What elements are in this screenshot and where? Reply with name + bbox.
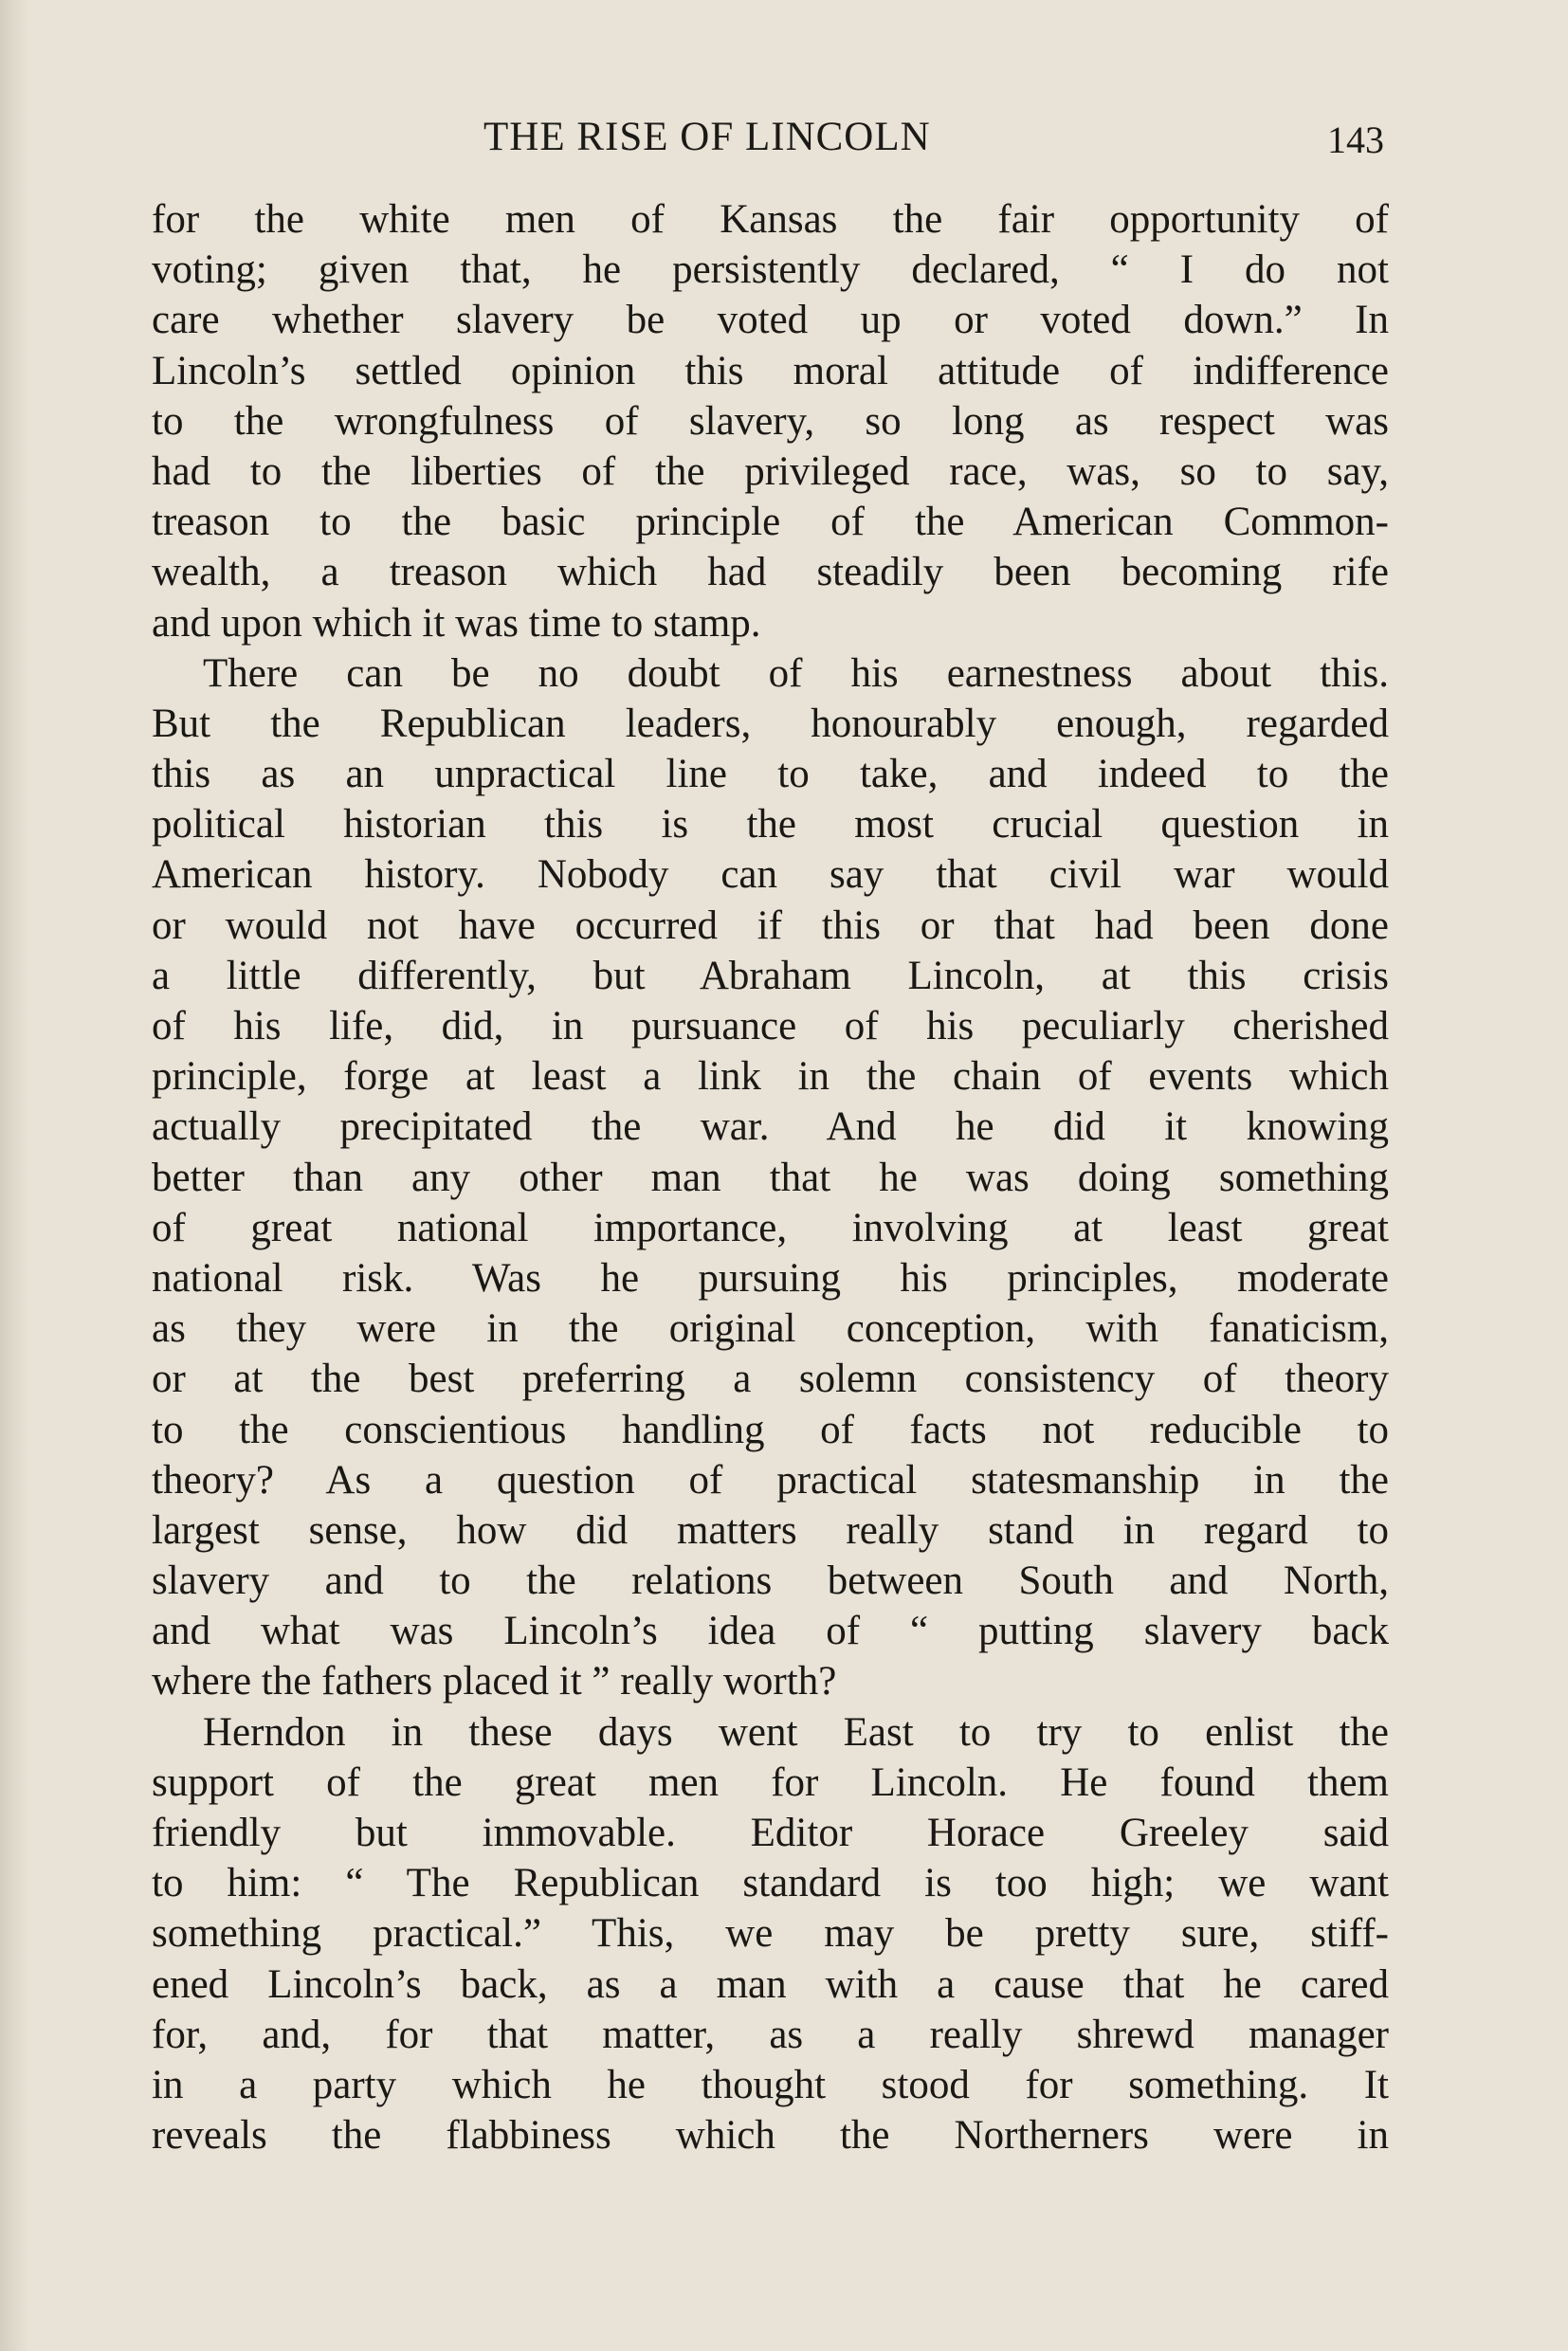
text-line: political historian this is the most crucial question in	[152, 802, 1389, 847]
page-gutter-shadow	[0, 0, 28, 2351]
text-line: national risk. Was he pursuing his principles, moderate	[152, 1255, 1389, 1301]
text-line: actually precipitated the war. And he did it knowing	[152, 1104, 1389, 1150]
text-line: But the Republican leaders, honourably enough, regarded	[152, 701, 1389, 746]
text-line: slavery and to the relations between South and North,	[152, 1558, 1389, 1604]
text-line: for, and, for that matter, as a really shrewd manager	[152, 2012, 1389, 2057]
text-line: friendly but immovable. Editor Horace Greeley said	[152, 1811, 1389, 1855]
text-line: American history. Nobody can say that civil war would	[152, 852, 1389, 898]
text-line: reveals the flabbiness which the Northerners were in	[152, 2113, 1389, 2159]
text-line: of his life, did, in pursuance of his peculiarly cherished	[152, 1004, 1389, 1048]
text-line: or at the best preferring a solemn consistency of theory	[152, 1357, 1389, 1402]
text-line: in a party which he thought stood for something. It	[152, 2062, 1389, 2107]
body-text	[152, 194, 1389, 2160]
text-line: and what was Lincoln’s idea of “ putting slavery back	[152, 1609, 1389, 1654]
text-line: wealth, a treason which had steadily been becoming rife	[152, 550, 1389, 595]
text-line: Lincoln’s settled opinion this moral attitude of indifference	[152, 348, 1389, 393]
text-line: better than any other man that he was doing something	[152, 1155, 1389, 1200]
text-line: as they were in the original conception, with fanaticism,	[152, 1306, 1389, 1352]
text-line: treason to the basic principle of the American Common-	[152, 500, 1389, 545]
page-number: 143	[1327, 118, 1384, 161]
text-line: a little differently, but Abraham Lincoln, at this crisis	[152, 953, 1389, 998]
text-line: for the white men of Kansas the fair opportunity of	[152, 197, 1389, 242]
text-line: support of the great men for Lincoln. He found them	[152, 1759, 1389, 1805]
text-line: to the conscientious handling of facts not reducible to	[152, 1407, 1389, 1452]
running-header	[152, 114, 1384, 171]
text-line: principle, forge at least a link in the chain of events which	[152, 1054, 1389, 1100]
text-line: this as an unpractical line to take, and indeed to the	[152, 752, 1389, 797]
text-line: where the fathers placed it ” really worth?	[152, 1659, 837, 1704]
text-line: something practical.” This, we may be pretty sure, stiff-	[152, 1911, 1389, 1957]
text-line: of great national importance, involving at least great	[152, 1205, 1389, 1250]
text-line: or would not have occurred if this or that had been done	[152, 902, 1389, 948]
text-line: and upon which it was time to stamp.	[152, 600, 761, 646]
text-line: ened Lincoln’s back, as a man with a cause that he cared	[152, 1961, 1389, 2007]
text-line: care whether slavery be voted up or voted down.” In	[152, 298, 1389, 343]
text-line: largest sense, how did matters really stand in regard to	[152, 1507, 1389, 1553]
text-line: Herndon in these days went East to try to enlist the	[203, 1709, 1389, 1755]
text-line: theory? As a question of practical statesmanship in the	[152, 1457, 1389, 1503]
text-line: had to the liberties of the privileged race, was, so to say,	[152, 448, 1389, 494]
text-line: voting; given that, he persistently declared, “ I do not	[152, 247, 1389, 293]
text-line: There can be no doubt of his earnestness about this.	[203, 650, 1389, 696]
running-title: THE RISE OF LINCOLN	[483, 115, 931, 159]
text-line: to the wrongfulness of slavery, so long as respect was	[152, 398, 1389, 444]
text-line: to him: “ The Republican standard is too high; we want	[152, 1861, 1389, 1906]
